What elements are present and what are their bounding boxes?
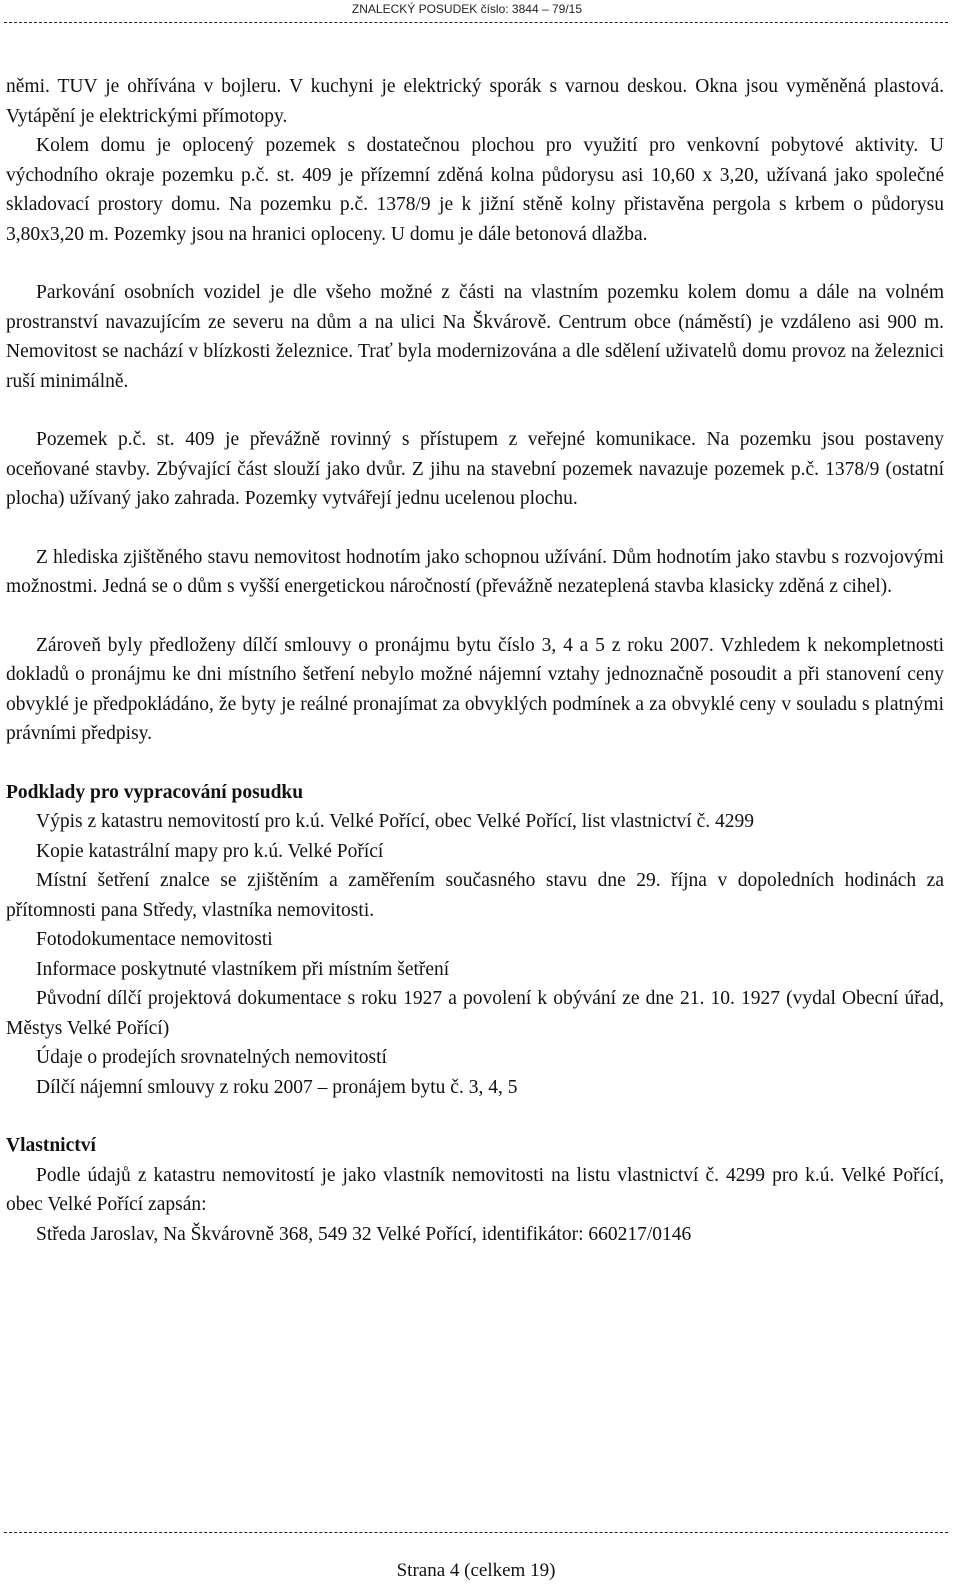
podklady-heading: Podklady pro vypracování posudku (6, 781, 304, 803)
paragraph-parking: Parkování osobních vozidel je dle všeho možné z části na vlastním pozemku kolem domu a dále na volném prostranství navazujícím ze severu na dům a na ulici Na Škvárově. Centrum obce (náměstí) je vzdáleno asi 900 m. Nemovitost se nachází v blízkosti železnice. Trať byla modernizována a dle sdělení uživatelů domu provoz na železnici ruší minimálně. (6, 282, 944, 392)
footer-divider (4, 1532, 948, 1533)
list-item: Údaje o prodejích srovnatelných nemovitostí (36, 1047, 387, 1068)
vlastnictvi-heading: Vlastnictví (6, 1135, 96, 1156)
paragraph-land: Pozemek p.č. st. 409 je převážně rovinný s přístupem z veřejné komunikace. Na pozemku jsou postaveny oceňované stavby. Zbývající část slouží jako dvůr. Z jihu na stavební pozemek navazuje pozemek p.č. 1378/9 (ostatní plocha) užívaný jako zahrada. Pozemky vytvářejí jednu ucelenou plochu. (6, 429, 944, 509)
intro-paragraph-1: němi. TUV je ohřívána v bojleru. V kuchyni je elektrický sporák s varnou deskou. Okna jsou vyměněná plastová. Vytápění je elektrickými přímotopy. (6, 76, 944, 127)
list-item: Dílčí nájemní smlouvy z roku 2007 – pronájem bytu č. 3, 4, 5 (36, 1076, 518, 1098)
list-item: Informace poskytnuté vlastníkem při místním šetření (36, 958, 450, 980)
header-divider (4, 22, 948, 23)
list-item: Místní šetření znalce se zjištěním a zaměřením současného stavu dne 29. října v dopoledních hodinách za přítomnosti pana Středy, vlastníka nemovitosti. (6, 870, 944, 921)
document-body (6, 72, 944, 1249)
list-item: Výpis z katastru nemovitostí pro k.ú. Velké Pořící, obec Velké Pořící, list vlastnictví č. 4299 (36, 811, 754, 832)
document-header: ZNALECKÝ POSUDEK číslo: 3844 – 79/15 (351, 2, 582, 16)
owner-line: Středa Jaroslav, Na Škvárovně 368, 549 32 Velké Pořící, identifikátor: 660217/0146 (36, 1223, 692, 1245)
vlastnictvi-text: Podle údajů z katastru nemovitostí je jako vlastník nemovitosti na listu vlastnictví č. 4299 pro k.ú. Velké Pořící, obec Velké Pořící zapsán: (6, 1164, 944, 1215)
podklady-list (6, 807, 944, 1102)
paragraph-assessment: Z hlediska zjištěného stavu nemovitost hodnotím jako schopnou užívání. Dům hodnotím jako stavbu s rozvojovými možnostmi. Jedná se o dům s vyšší energetickou náročností (převážně nezateplená stavba klasicky zděná z cihel). (6, 546, 944, 597)
intro-paragraph-2: Kolem domu je oplocený pozemek s dostatečnou plochou pro využití pro venkovní pobytové aktivity. U východního okraje pozemku p.č. st. 409 je přízemní zděná kolna půdorysu asi 10,60 x 3,20, užívaná jako společné skladovací prostory domu. Na pozemku p.č. 1378/9 je k jižní stěně kolny přistavěna pergola s krbem o půdorysu 3,80x3,20 m. Pozemky jsou na hranici oploceny. U domu je dále betonová dlažba. (6, 135, 944, 245)
list-item: Fotodokumentace nemovitosti (36, 929, 273, 950)
page-number: Strana 4 (celkem 19) (396, 1560, 556, 1581)
list-item: Kopie katastrální mapy pro k.ú. Velké Pořící (36, 840, 384, 862)
list-item: Původní dílčí projektová dokumentace s roku 1927 a povolení k obývání ze dne 21. 10. 1927 (vydal Obecní úřad, Městys Velké Pořící) (6, 988, 944, 1039)
paragraph-leases: Zároveň byly předloženy dílčí smlouvy o pronájmu bytu číslo 3, 4 a 5 z roku 2007. Vzhledem k nekompletnosti dokladů o pronájmu ke dni místního šetření nebylo možné nájemní vztahy jednoznačně posoudit a při stanovení ceny obvyklé je předpokládáno, že byty je reálné pronajímat za obvyklých podmínek a za obvyklé ceny v souladu s platnými právními předpisy. (6, 634, 944, 744)
